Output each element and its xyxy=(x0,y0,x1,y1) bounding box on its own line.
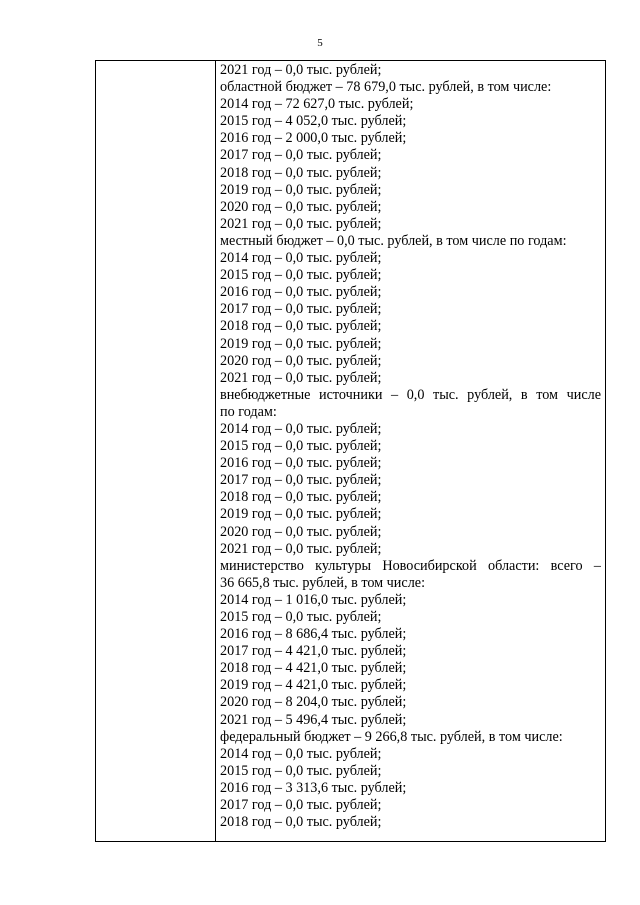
table-row xyxy=(96,61,606,842)
page-number: 5 xyxy=(317,37,323,49)
text-line: 2014 год – 0,0 тыс. рублей; xyxy=(220,250,382,267)
text-line: 2020 год – 0,0 тыс. рублей; xyxy=(220,198,382,215)
text-line: 2014 год – 1 016,0 тыс. рублей; xyxy=(220,591,407,608)
text-line: 2016 год – 0,0 тыс. рублей; xyxy=(220,455,382,472)
text-line: 2021 год – 5 496,4 тыс. рублей; xyxy=(220,711,407,728)
text-line: 2014 год – 0,0 тыс. рублей; xyxy=(220,745,382,762)
text-line: 2015 год – 0,0 тыс. рублей; xyxy=(220,609,382,625)
text-line: по годам: xyxy=(220,403,277,420)
text-line: 36 665,8 тыс. рублей, в том числе: xyxy=(220,574,426,591)
text-line: 2019 год – 4 421,0 тыс. рублей; xyxy=(220,677,407,694)
text-line: 2018 год – 4 421,0 тыс. рублей; xyxy=(220,660,407,677)
text-line: 2017 год – 0,0 тыс. рублей; xyxy=(220,301,382,318)
text-line: 2020 год – 0,0 тыс. рублей; xyxy=(220,523,382,540)
text-line: 2021 год – 0,0 тыс. рублей; xyxy=(220,369,382,386)
text-lines xyxy=(220,62,601,831)
text-line: 2015 год – 0,0 тыс. рублей; xyxy=(220,267,382,284)
text-line: федеральный бюджет – 9 266,8 тыс. рублей, в том числе: xyxy=(220,728,563,745)
text-line: 2020 год – 8 204,0 тыс. рублей; xyxy=(220,694,407,711)
text-line: 2021 год – 0,0 тыс. рублей; xyxy=(220,62,382,78)
text-line: 2014 год – 0,0 тыс. рублей; xyxy=(220,420,382,437)
text-line: областной бюджет – 78 679,0 тыс. рублей, в том числе: xyxy=(220,79,552,96)
text-line: 2019 год – 0,0 тыс. рублей; xyxy=(220,181,382,198)
text-line: 2016 год – 3 313,6 тыс. рублей; xyxy=(220,779,407,796)
text-line: 2020 год – 0,0 тыс. рублей; xyxy=(220,352,382,369)
text-line: 2014 год – 72 627,0 тыс. рублей; xyxy=(220,96,414,113)
text-line: 2017 год – 0,0 тыс. рублей; xyxy=(220,472,382,489)
text-line: 2019 год – 0,0 тыс. рублей; xyxy=(220,335,382,352)
text-line: 2017 год – 0,0 тыс. рублей; xyxy=(220,797,382,814)
text-line: 2016 год – 2 000,0 тыс. рублей; xyxy=(220,130,407,147)
funding-table xyxy=(95,60,606,842)
text-line: 2016 год – 8 686,4 тыс. рублей; xyxy=(220,626,407,643)
text-line: 2017 год – 0,0 тыс. рублей; xyxy=(220,147,382,164)
text-line: 2021 год – 0,0 тыс. рублей; xyxy=(220,540,382,557)
left-cell xyxy=(96,61,216,842)
text-line: 2017 год – 4 421,0 тыс. рублей; xyxy=(220,643,407,660)
text-line: 2018 год – 0,0 тыс. рублей; xyxy=(220,814,382,831)
text-line: местный бюджет – 0,0 тыс. рублей, в том числе по годам: xyxy=(220,232,567,249)
text-line: 2018 год – 0,0 тыс. рублей; xyxy=(220,489,382,506)
text-line: 2018 год – 0,0 тыс. рублей; xyxy=(220,318,382,335)
text-line: 2021 год – 0,0 тыс. рублей; xyxy=(220,215,382,232)
text-line: 2018 год – 0,0 тыс. рублей; xyxy=(220,164,382,181)
text-line: 2015 год – 0,0 тыс. рублей; xyxy=(220,438,382,455)
text-line: 2016 год – 0,0 тыс. рублей; xyxy=(220,284,382,301)
text-line: 2019 год – 0,0 тыс. рублей; xyxy=(220,506,382,523)
text-line: внебюджетные источники – 0,0 тыс. рублей, в том числе xyxy=(220,386,601,403)
content-cell xyxy=(216,61,606,842)
text-line: 2015 год – 0,0 тыс. рублей; xyxy=(220,762,382,779)
text-line: 2015 год – 4 052,0 тыс. рублей; xyxy=(220,113,407,130)
text-line: министерство культуры Новосибирской области: всего – xyxy=(220,557,601,574)
